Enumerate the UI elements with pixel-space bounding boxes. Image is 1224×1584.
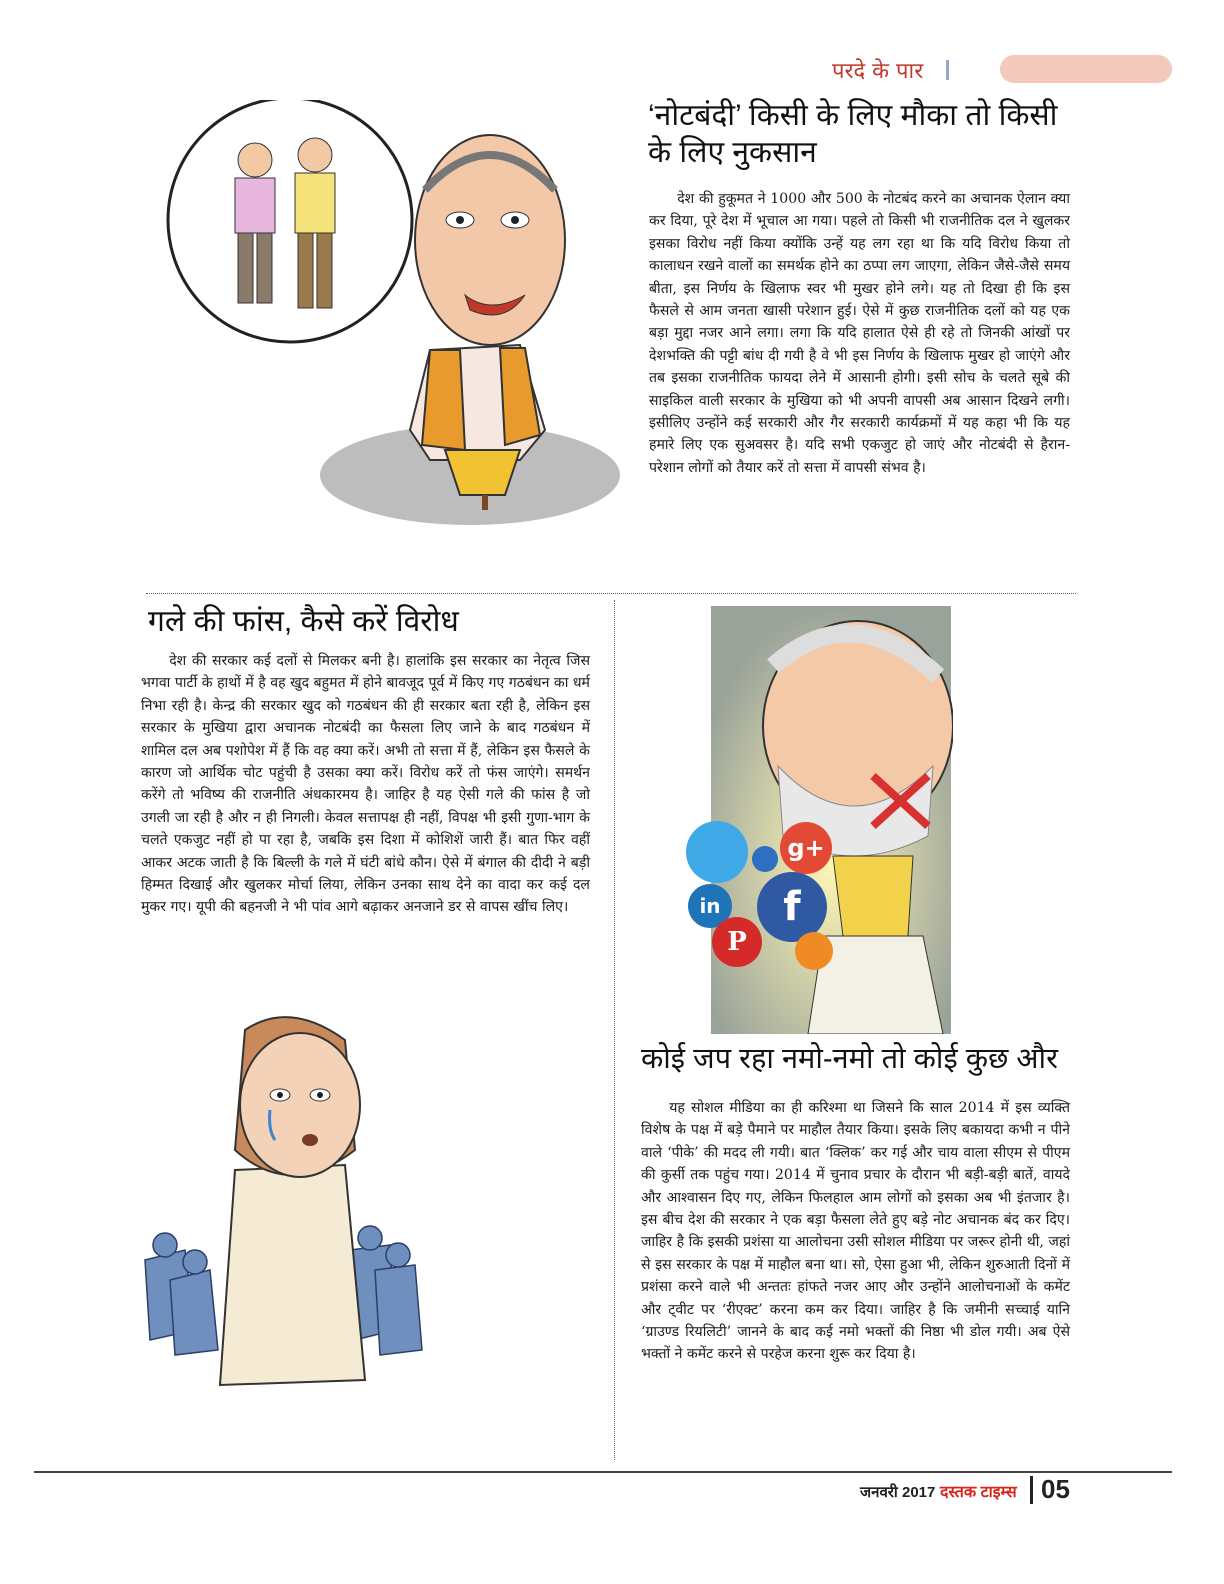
pinterest-icon — [712, 917, 762, 967]
section-tag: परदे के पार — [832, 59, 924, 84]
magazine-name: दस्तक टाइम्स — [940, 1484, 1017, 1501]
footer-separator — [1030, 1476, 1033, 1504]
google-plus-label: g+ — [787, 834, 825, 862]
article-3-body: यह सोशल मीडिया का ही करिश्मा था जिसने कि साल 2014 में इस व्यक्ति विशेष के पक्ष में बड़े पैमाने पर माहौल तैयार किया। इसके लिए बकायदा कभी न पीने वाले ‘पीके’ की मदद ली गयी। बात ‘क्लिक’ कर गई और चाय वाला सीएम से पीएम की कुर्सी तक पहुंच गया। 2014 में चुनाव प्रचार के दौरान भी बड़ी-बड़ी बातें, वायदे और आश्वासन दिए गए, लेकिन फिलहाल आम लोगों को इसका अब भी इंतजार है। इस बीच देश की सरकार ने एक बड़ा फैसला लेते हुए बड़े नोट अचानक बंद कर दिए। जाहिर है कि इसकी प्रशंसा या आलोचना उसी सोशल मीडिया पर जरूर होनी थी, जहां से इस सरकार के पक्ष में माहौल बना था। सो, ऐसा हुआ भी, लेकिन शुरुआती दिनों में प्रशंसा करने वाले भी अन्ततः हांफते नजर आए और उन्होंने आलोचनाओं के कमेंट और ट्वीट पर ‘रीएक्ट’ करना कम कर दिया। जाहिर है कि जमीनी सच्चाई यानि ‘ग्राउण्ड रियलिटी’ जानने के बाद कई नमो भक्तों की निष्ठा भी डोल गयी। अब ऐसे भक्तों ने कमेंट करने से परहेज करना शुरू कर दिया है। — [641, 1100, 1070, 1363]
google-plus-icon — [780, 822, 832, 874]
article-3-headline: कोई जप रहा नमो-नमो तो कोई कुछ और — [641, 1043, 1058, 1075]
article-2-headline: गले की फांस, कैसे करें विरोध — [148, 605, 459, 638]
facebook-label: f — [783, 884, 801, 930]
footer-rule — [34, 1471, 1172, 1473]
section-divider — [946, 60, 949, 80]
email-icon — [752, 846, 778, 872]
twitter-icon — [686, 821, 748, 883]
column-divider — [614, 600, 615, 1460]
article-2-body: देश की सरकार कई दलों से मिलकर बनी है। हालांकि इस सरकार का नेतृत्व जिस भगवा पार्टी के हाथों में है वह खुद बहुमत में होने बावजूद पूर्व में किए गए गठबंधन का धर्म निभा रही है। केन्द्र की सरकार खुद को गठबंधन की ही सरकार बता रही है, लेकिन इस सरकार के मुखिया द्वारा अचानक नोटबंदी का फैसला लिए जाने के बाद गठबंधन में शामिल दल अब पशोपेश में हैं कि वह क्या करें। अभी तो सत्ता में हैं, लेकिन इस फैसले के कारण जो आर्थिक चोट पहुंची है उसका क्या करें। विरोध करें तो फंस जाएंगे। समर्थन करेंगे तो भविष्य की राजनीति अंधकारमय है। जाहिर है यह ऐसी गले की फांस है जो उगली जा रही है और न ही निगली। केवल सत्तापक्ष ही नहीं, विपक्ष भी इसी गुणा-भाग के चलते एकजुट नहीं हो पा रहा है, जबकि इस दिशा में कोशिशें जारी हैं। बात फिर वहीं आकर अटक जाती है कि बिल्ली के गले में घंटी बांधे कौन। ऐसे में बंगाल की दीदी ने बड़ी हिम्मत दिखाई और खुलकर मोर्चा लिया, लेकिन उनका साथ देने का वादा कर कई दल मुकर गए। यूपी की बहनजी ने भी पांव आगे बढ़ाकर अनजाने डर से वापस खींच लिए। — [141, 653, 590, 916]
header-decoration-pill — [1000, 55, 1172, 83]
cartoon-politician-illustration — [160, 100, 630, 530]
page-number: 05 — [1041, 1474, 1070, 1504]
article-1-body: देश की हुकूमत ने 1000 और 500 के नोटबंद करने का अचानक ऐलान क्या कर दिया, पूरे देश में भूचाल आ गया। पहले तो किसी भी राजनीतिक दल ने खुलकर इसका विरोध नहीं किया क्योंकि उन्हें यह लग रहा था कि यदि विरोध किया तो कालाधन रखने वालों का समर्थक होने का ठप्पा लग जाएगा, लेकिन जैसे-जैसे समय बीता, इस निर्णय के खिलाफ स्वर भी मुखर होने लगे। यह तो दिखा ही कि इस फैसले से आम जनता खासी परेशान हुई। ऐसे में कुछ राजनीतिक दलों को यह एक बड़ा मुद्दा नजर आने लगा। लगा कि यदि हालात ऐसे ही रहे तो जिनकी आंखों पर देशभक्ति की पट्टी बांध दी गयी है वे भी इस निर्णय के खिलाफ मुखर हो जाएंगे और तब इसका राजनीतिक फायदा लेने में आसानी होगी। इसी सोच के चलते सूबे की साइकिल वाली सरकार के मुखिया को भी अपनी वापसी अब आसान दिखने लगी। इसीलिए उन्होंने कई सरकारी और गैर सरकारी कार्यक्रमों में यह कहा भी कि यह हमारे लिए एक सुअवसर है। यदि सभी एकजुट हो जाएं और नोटबंदी से हैरान-परेशान लोगों को तैयार करें तो सत्ता में वापसी संभव है। — [649, 191, 1070, 476]
linkedin-label: in — [699, 894, 721, 918]
horizontal-divider — [146, 593, 1076, 594]
rss-icon — [795, 932, 833, 970]
article-1-headline: ‘नोटबंदी’ किसी के लिए मौका तो किसी के लिए नुकसान — [648, 99, 1058, 169]
cartoon-leader-with-crowd-illustration — [140, 1000, 440, 1400]
pinterest-label: P — [727, 927, 747, 957]
cartoon-pm-social-media-illustration — [683, 606, 953, 1034]
issue-date: जनवरी 2017 — [860, 1484, 936, 1501]
